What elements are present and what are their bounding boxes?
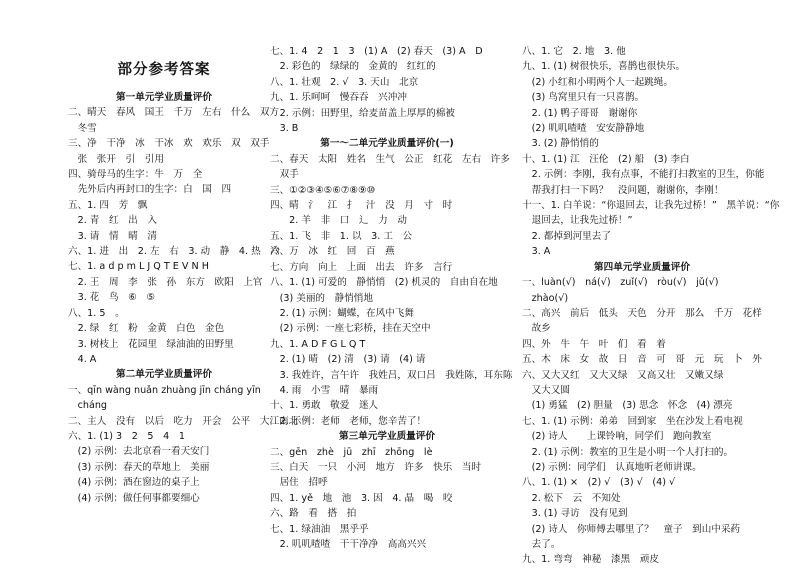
- answer-line: 2. 示例：田野里，给麦苗盖上厚厚的棉被: [270, 107, 455, 119]
- answer-line: (1) 勇猛 (2) 胆量 (3) 思念 怀念 (4) 漂亮: [522, 400, 733, 412]
- section-heading: 第二单元学业质量评价: [116, 369, 212, 381]
- answer-line: 帮我打扫一下吗？ 没问题，谢谢你，李刚！: [522, 184, 724, 196]
- answer-line: 二、gēn zhè jū zhī zhōng lè: [270, 446, 433, 458]
- answer-line: (2) 示例：一座七彩桥，挂在天空中: [270, 323, 431, 335]
- answer-line: 六、路 看 搭 拍: [270, 508, 357, 520]
- answer-line: (2) 叽叽喳喳 安安静静地: [522, 123, 645, 135]
- answer-line: (3) 示例：春天的草地上 美丽: [68, 461, 210, 473]
- answer-line: 十一、1. 白羊说：“你退回去，让我先过桥！” 黑羊说：“你: [522, 200, 780, 212]
- answer-line: 七、1. a d p m L J Q T E V N H: [68, 261, 209, 273]
- answer-line: 七、方向 向上 上面 出去 许多 言行: [270, 261, 453, 273]
- answer-line: 2. 示例：老师 老师，您辛苦了！: [270, 415, 427, 427]
- answer-line: 九、1. 弯弯 神秘 漆黑 顽皮: [522, 554, 659, 566]
- answer-line: 二、高兴 前后 低头 天色 分开 那么 千万 花样: [522, 307, 762, 319]
- answer-line: 六、1. (1) 3 2 5 4 1: [68, 430, 185, 442]
- answer-line: 五、木 床 女 故 日 音 可 哥 元 玩 卜 外: [522, 354, 762, 366]
- answer-line: 2. 叽叽喳喳 干干净净 高高兴兴: [270, 539, 427, 550]
- answer-line: 一、luàn(√) ná(√) zuǐ(√) ròu(√) jǔ(√): [522, 277, 719, 289]
- answer-line: 3. 我姓许，言午许 我姓吕，双口吕 我姓陈，耳东陈: [270, 369, 513, 381]
- answer-line: 冬雪: [68, 122, 97, 134]
- answer-line: 四、骑母马的生字：牛 万 全: [68, 169, 203, 181]
- section-heading: 第四单元学业质量评价: [594, 261, 690, 273]
- answer-line: 2. 示例：李刚，我有点事，不能打扫教室的卫生，你能: [522, 169, 765, 181]
- answer-line: 六、1. 进 出 2. 左 右 3. 动 静 4. 热 冷: [68, 246, 280, 258]
- answer-line: 七、1. 绿油油 黑乎乎: [270, 523, 369, 535]
- answer-line: 六、万 冰 红 回 百 燕: [270, 246, 395, 258]
- answer-line: cháng: [68, 400, 107, 412]
- answer-line: (3) 鸟窝里只有一只喜鹊。: [522, 92, 645, 104]
- title-spacer: [68, 44, 260, 90]
- answer-line: 九、1. A D F G L Q T: [270, 338, 366, 350]
- answer-line: 2. 羊 非 口 辶 力 动: [270, 215, 407, 227]
- answer-line: 2. 青 红 出 入: [68, 215, 157, 227]
- answer-line: 八、1. (1) 可爱的 静悄悄 (2) 机灵的 自由自在地: [270, 277, 498, 289]
- answer-line: 去了。: [522, 539, 561, 550]
- answer-column-3: [522, 44, 780, 568]
- page-title: 部分参考答案: [117, 62, 211, 78]
- answer-line: 七、1. 4 2 1 3 (1) A (2) 春天 (3) A D: [270, 46, 483, 57]
- answer-line: (2) 小红和小明两个人一起跳绳。: [522, 76, 673, 88]
- answer-line: 张 张开 引 引用: [68, 153, 164, 165]
- answer-line: 2. 绿 红 粉 金黄 白色 金色: [68, 323, 225, 335]
- answer-line: 3. 树枝上 花园里 绿油油的田野里: [68, 338, 234, 350]
- answer-line: 3. 花 鸟 ⑥ ⑤: [68, 292, 155, 304]
- answer-line: 一、qīn wàng nuǎn zhuàng jīn cháng yīn: [68, 384, 261, 396]
- answer-line: 2. (1) 晴 (2) 清 (3) 请 (4) 请: [270, 354, 426, 366]
- answer-line: 故乡: [522, 323, 551, 335]
- answer-line: 2. 彩色的 绿绿的 金黄的 红红的: [270, 61, 436, 73]
- answer-line: (2) 示例：同学们 认真地听老师讲课。: [522, 461, 702, 473]
- answer-line: 3. B: [270, 123, 299, 135]
- section-heading: 第一单元学业质量评价: [116, 92, 212, 103]
- answer-line: zhào(√): [522, 292, 569, 304]
- answer-line: 3. (1) 寻访 没有见到: [522, 508, 628, 520]
- answer-line: 4. 雨 小雪 晴 暴雨: [270, 384, 379, 396]
- answer-line: 2. (1) 鸭子哥哥 谢谢你: [522, 107, 638, 119]
- answer-line: 四、外 牛 午 叶 们 看 着: [522, 338, 666, 350]
- answer-line: 居住 招呼: [270, 477, 328, 489]
- answer-line: 三、净 干净 冰 干冰 欢 欢乐 双 双手: [68, 138, 270, 150]
- answer-line: 三、①②③④⑤⑥⑦⑧⑨⑩: [270, 184, 376, 196]
- section-heading: 第一～二单元学业质量评价(一): [320, 138, 454, 150]
- answer-line: 九、1. 乐呵呵 慢吞吞 兴冲冲: [270, 92, 407, 104]
- answer-line: (2) 示例：去北京看一看天安门: [68, 446, 210, 458]
- answer-line: (2) 诗人 上课铃响，同学们 跑向教室: [522, 431, 712, 443]
- answer-line: 六、又大又红 又大又绿 又高又壮 又嫩又绿: [522, 369, 724, 381]
- answer-line: 3. A: [522, 246, 551, 258]
- section-heading: 第三单元学业质量评价: [339, 431, 435, 443]
- answer-line: 七、1. (1) 示例：弟弟 回到家 坐在沙发上看电视: [522, 415, 743, 427]
- answer-line: 先外后内再封口的生字：白 国 四: [68, 184, 232, 196]
- answer-line: 退回去，让我先过桥！”: [522, 215, 633, 227]
- answer-line: 双手: [270, 169, 299, 181]
- answer-line: 五、1. 四 芳 飘: [68, 199, 148, 211]
- answer-line: (4) 示例：做任何事都要细心: [68, 492, 200, 504]
- answer-line: 八、1. 它 2. 地 3. 他: [522, 46, 626, 57]
- answer-line: 二、主人 没有 以后 吃力 开会 公平 大江南北: [68, 415, 299, 427]
- answer-line: 五、1. 飞 非 1. 以 3. 工 公: [270, 230, 413, 242]
- answer-line: 八、1. 壮观 2. √ 3. 天山 北京: [270, 76, 419, 88]
- answer-line: 八、1. 5 。: [68, 307, 125, 319]
- answer-line: 又大又圆: [522, 384, 570, 396]
- answer-line: 3. (2) 静悄悄的: [522, 138, 599, 150]
- answer-line: 4. A: [68, 353, 97, 365]
- answer-line: 二、春天 太阳 姓名 生气 公正 红花 左右 许多: [270, 153, 510, 165]
- answer-line: 四、晴 氵 江 扌 汁 没 月 寸 时: [270, 200, 453, 212]
- answer-line: (3) 美丽的 静悄悄地: [270, 292, 373, 304]
- answer-line: 2. 松下 云 不知处: [522, 492, 621, 504]
- answer-line: (2) 诗人 你师傅去哪里了？ 童子 到山中采药: [522, 523, 741, 535]
- answer-line: 2. 王 周 李 张 孙 东方 欧阳 上官: [68, 276, 263, 288]
- answer-line: 十、1. 勇敢 敬爱 迷人: [270, 400, 379, 412]
- answer-line: (4) 示例：酒在窗边的桌子上: [68, 477, 200, 489]
- answer-line: 2. 都掉到河里去了: [522, 230, 611, 242]
- answer-line: 十、1. (1) 江 汪伦 (2) 船 (3) 李白: [522, 153, 690, 165]
- answer-line: 八、1. (1) × (2) √ (3) √ (4) √: [522, 477, 676, 489]
- answer-column-2: [270, 44, 513, 552]
- answer-line: 2. (1) 示例：教室的卫生是小明一个人打扫的。: [522, 446, 734, 458]
- answer-line: 3. 请 情 晴 清: [68, 230, 157, 242]
- answer-line: 三、白天 一只 小河 地方 许多 快乐 当时: [270, 461, 482, 473]
- answer-line: 2. (1) 示例：蝴蝶，在风中飞舞: [270, 307, 414, 319]
- answer-line: 九、1. (1) 树很快乐，喜鹊也很快乐。: [522, 61, 686, 73]
- answer-line: 四、1. yě 地 池 3. 因 4. 晶 喝 咬: [270, 492, 453, 504]
- answer-line: 二、晴天 春风 国王 千万 左右 什么 双方: [68, 107, 280, 119]
